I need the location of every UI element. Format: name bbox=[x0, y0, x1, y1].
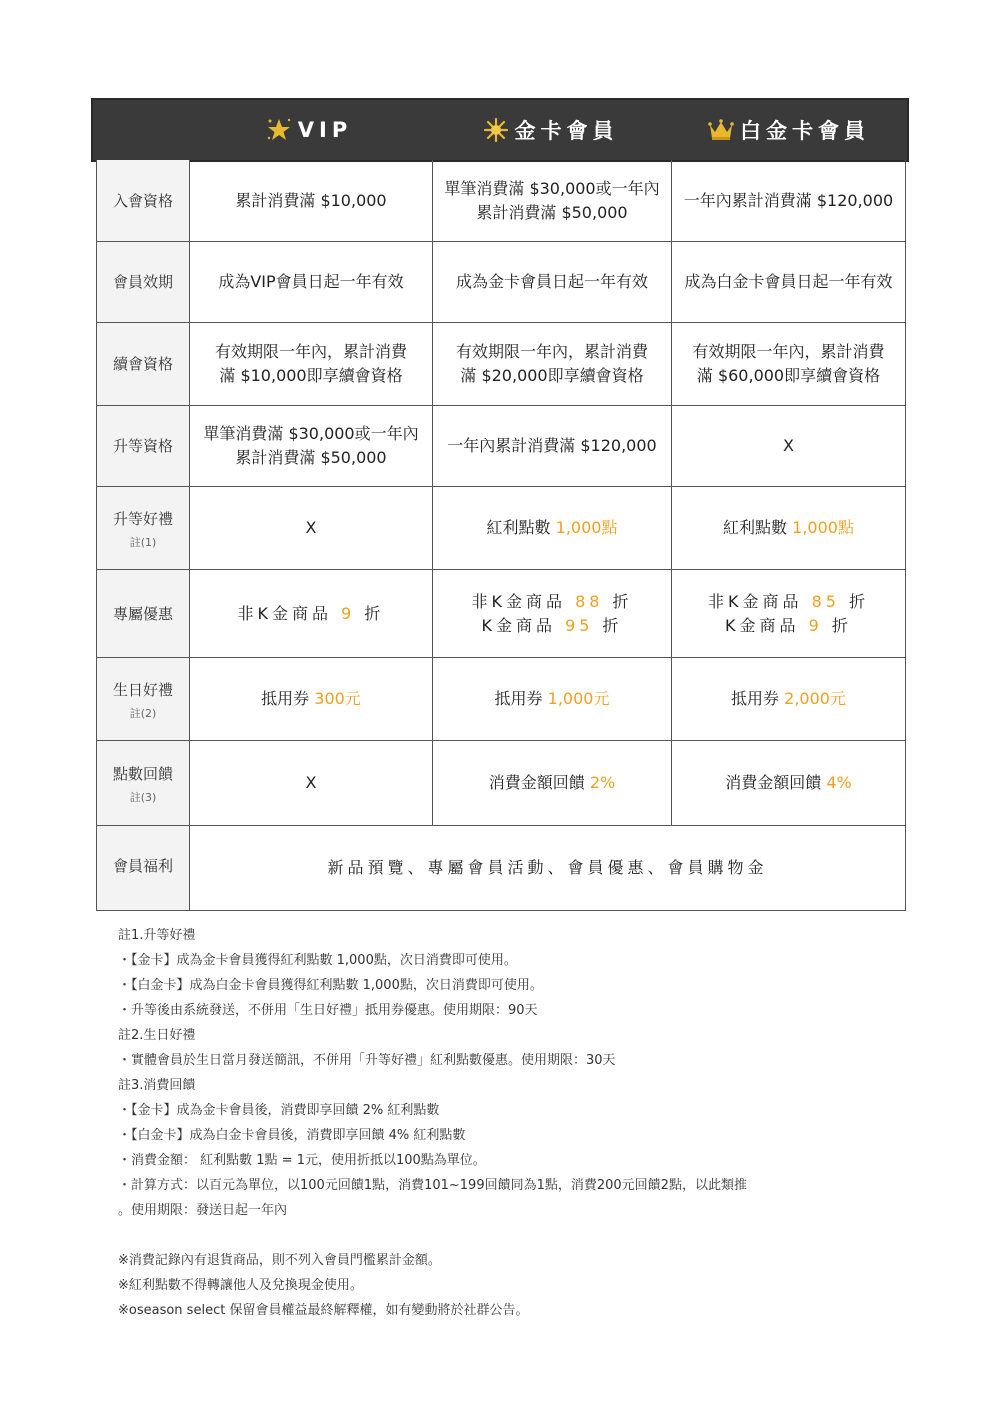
row-label bbox=[96, 323, 189, 405]
cell-vip bbox=[189, 242, 432, 322]
note-reference: 註(3) bbox=[129, 791, 157, 804]
highlight-value: 9 bbox=[341, 603, 356, 623]
cell-text bbox=[708, 590, 869, 614]
cell-text bbox=[481, 614, 622, 638]
highlight-value: 2% bbox=[589, 773, 616, 792]
table-row-join bbox=[96, 160, 906, 242]
cell-text bbox=[306, 516, 317, 540]
cell-text: 一年內累計消費滿 $120,000 bbox=[447, 436, 657, 455]
tier-header-gold bbox=[430, 100, 671, 160]
note-line: ・【金卡】成為金卡會員後，消費即享回饋 2% 紅利點數 bbox=[118, 1103, 440, 1118]
cell-platinum bbox=[671, 323, 906, 405]
cell-gold bbox=[432, 242, 671, 322]
crown-icon bbox=[708, 118, 734, 142]
cell-text bbox=[731, 687, 846, 711]
table-row-birthday-gift bbox=[96, 658, 906, 741]
cell-text bbox=[723, 516, 854, 540]
tier-label-gold: 金卡會員 bbox=[514, 119, 619, 143]
note-line: ・【白金卡】成為白金卡會員後，消費即享回饋 4% 紅利點數 bbox=[118, 1128, 466, 1143]
tier-header-vip bbox=[188, 100, 430, 160]
note-line: ・消費金額： 紅利點數 1點 = 1元，使用折抵以100點為單位。 bbox=[118, 1153, 486, 1168]
cell-vip bbox=[189, 160, 432, 241]
cell-vip bbox=[189, 323, 432, 405]
cell-text-part: 折 bbox=[602, 615, 623, 635]
cell-text bbox=[238, 602, 385, 626]
cell-platinum bbox=[671, 658, 906, 740]
tier-label-vip: VIP bbox=[297, 118, 353, 142]
highlight-value: 1,000元 bbox=[547, 689, 610, 708]
cell-platinum bbox=[671, 741, 906, 825]
note-line: ・升等後由系統發送，不併用「生日好禮」抵用券優惠。使用期限：90天 bbox=[118, 1003, 538, 1018]
cell-text-part: 非K金商品 bbox=[237, 603, 333, 623]
highlight-value: 1,000點 bbox=[792, 518, 854, 537]
cell-text: X bbox=[783, 436, 794, 455]
cell-text-part: 非K金商品 bbox=[471, 591, 566, 611]
cell-text-part: K金商品 bbox=[481, 615, 556, 635]
highlight-value: 88 bbox=[575, 591, 604, 611]
note-line: ※紅利點數不得轉讓他人及兌換現金使用。 bbox=[118, 1278, 363, 1293]
cell-text bbox=[725, 614, 852, 638]
tier-header-bar bbox=[93, 100, 907, 160]
row-label bbox=[96, 487, 189, 569]
star-burst-icon bbox=[266, 117, 292, 143]
cell-text bbox=[495, 687, 610, 711]
highlight-value: 2,000元 bbox=[784, 689, 846, 708]
note-line: 註3.消費回饋 bbox=[118, 1078, 196, 1093]
cell-text: 滿 $10,000即享續會資格 bbox=[219, 366, 403, 385]
cell-gold bbox=[432, 160, 671, 241]
note-line: ※oseason select 保留會員權益最終解釋權，如有變動將於社群公告。 bbox=[118, 1303, 529, 1318]
cell-platinum bbox=[671, 570, 906, 657]
cell-text-part: K金商品 bbox=[725, 615, 800, 635]
row-label bbox=[96, 658, 189, 740]
table-row-renewal bbox=[96, 323, 906, 406]
highlight-value: 300元 bbox=[314, 689, 361, 708]
cell-text: 成為VIP會員日起一年有效 bbox=[218, 272, 404, 291]
row-label bbox=[96, 570, 189, 657]
note-line: 註2.生日好禮 bbox=[118, 1028, 196, 1043]
cell-text-part: X bbox=[305, 773, 317, 792]
cell-text-part: 非K金商品 bbox=[707, 591, 803, 611]
cell-text: 有效期限一年內，累計消費 bbox=[455, 342, 648, 361]
row-label-text: 升等資格 bbox=[112, 437, 173, 455]
row-label-text: 續會資格 bbox=[112, 355, 173, 373]
cell-text: 一年內累計消費滿 $120,000 bbox=[683, 190, 894, 210]
tier-header-platinum bbox=[671, 100, 907, 160]
row-label-text: 生日好禮 bbox=[112, 681, 173, 699]
cell-benefits-span bbox=[189, 826, 906, 910]
cell-text: 有效期限一年內，累計消費 bbox=[692, 342, 885, 361]
row-label-text: 會員效期 bbox=[112, 273, 173, 291]
cell-text-part: 抵用券 bbox=[731, 689, 785, 708]
cell-text: 有效期限一年內，累計消費 bbox=[214, 342, 407, 361]
cell-gold bbox=[432, 741, 671, 825]
cell-text: 滿 $20,000即享續會資格 bbox=[460, 366, 644, 385]
highlight-value: 4% bbox=[826, 773, 852, 792]
row-label bbox=[96, 160, 189, 241]
note-reference: 註(2) bbox=[129, 707, 157, 720]
highlight-value: 9 bbox=[808, 615, 823, 635]
cell-text: 累計消費滿 $50,000 bbox=[476, 202, 628, 222]
cell-text-part: 折 bbox=[849, 591, 870, 611]
row-label bbox=[96, 242, 189, 322]
cell-platinum bbox=[671, 242, 906, 322]
cell-gold bbox=[432, 570, 671, 657]
note-line: 註1.升等好禮 bbox=[118, 928, 196, 943]
row-label-text: 會員福利 bbox=[112, 857, 173, 875]
cell-text: 單筆消費滿 $30,000或一年內 bbox=[203, 424, 419, 443]
cell-gold bbox=[432, 406, 671, 486]
cell-text: 滿 $60,000即享續會資格 bbox=[696, 366, 881, 385]
cell-text-part: 折 bbox=[831, 615, 852, 635]
table-row-discount bbox=[96, 570, 906, 658]
highlight-value: 85 bbox=[811, 591, 840, 611]
cell-platinum bbox=[671, 406, 906, 486]
cell-text-part: X bbox=[305, 518, 317, 537]
cell-text: 單筆消費滿 $30,000或一年內 bbox=[444, 178, 660, 198]
table-row-points-rebate bbox=[96, 741, 906, 826]
cell-text bbox=[489, 771, 615, 795]
row-label-text: 點數回饋 bbox=[112, 765, 173, 783]
table-row-upgrade-gift bbox=[96, 487, 906, 570]
cell-text bbox=[725, 771, 851, 795]
cell-text bbox=[261, 687, 361, 711]
tier-label-platinum: 白金卡會員 bbox=[740, 119, 870, 143]
row-label bbox=[96, 826, 189, 910]
cell-text bbox=[487, 516, 618, 540]
note-line: ・【白金卡】成為白金卡會員獲得紅利點數 1,000點，次日消費即可使用。 bbox=[118, 978, 543, 993]
cell-vip bbox=[189, 741, 432, 825]
cell-text: 新品預覽、專屬會員活動、會員優惠、會員購物金 bbox=[327, 858, 768, 877]
cell-vip bbox=[189, 487, 432, 569]
note-line: ・實體會員於生日當月發送簡訊，不併用「升等好禮」紅利點數優惠。使用期限：30天 bbox=[118, 1053, 616, 1068]
note-reference: 註(1) bbox=[129, 536, 157, 549]
cell-text: 累計消費滿 $50,000 bbox=[235, 448, 387, 467]
cell-text: 成為金卡會員日起一年有效 bbox=[455, 272, 648, 291]
cell-vip bbox=[189, 570, 432, 657]
cell-gold bbox=[432, 487, 671, 569]
cell-vip bbox=[189, 658, 432, 740]
table-row-validity bbox=[96, 242, 906, 323]
cell-gold bbox=[432, 658, 671, 740]
cell-text-part: 抵用券 bbox=[494, 689, 548, 708]
cell-text-part: 折 bbox=[364, 603, 385, 623]
note-line bbox=[118, 1227, 878, 1252]
cell-gold bbox=[432, 323, 671, 405]
cell-text: 成為白金卡會員日起一年有效 bbox=[684, 272, 893, 291]
cell-text-part: 折 bbox=[612, 591, 633, 611]
cell-text-part: 消費金額回饋 bbox=[725, 773, 827, 792]
row-label-text: 專屬優惠 bbox=[112, 604, 173, 623]
cell-text bbox=[471, 590, 632, 614]
row-label-text: 升等好禮 bbox=[112, 510, 173, 528]
cell-platinum bbox=[671, 487, 906, 569]
note-line: ※消費記錄內有退貨商品，則不列入會員門檻累計金額。 bbox=[118, 1253, 441, 1268]
row-label-text: 入會資格 bbox=[112, 191, 173, 210]
highlight-value: 95 bbox=[565, 615, 594, 635]
note-line: ・【金卡】成為金卡會員獲得紅利點數 1,000點，次日消費即可使用。 bbox=[118, 953, 517, 968]
cell-text: 累計消費滿 $10,000 bbox=[235, 190, 387, 210]
cell-text bbox=[306, 771, 317, 795]
table-row-upgrade bbox=[96, 406, 906, 487]
cell-text-part: 紅利點數 bbox=[723, 518, 793, 537]
gold-sparkle-icon bbox=[483, 117, 509, 143]
cell-text-part: 消費金額回饋 bbox=[488, 773, 590, 792]
highlight-value: 1,000點 bbox=[555, 518, 618, 537]
table-row-benefits bbox=[96, 826, 906, 911]
cell-platinum bbox=[671, 160, 906, 241]
row-label bbox=[96, 406, 189, 486]
footnotes bbox=[118, 927, 878, 1327]
note-line: 。使用期限：發送日起一年內 bbox=[118, 1203, 288, 1218]
cell-text-part: 紅利點數 bbox=[486, 518, 556, 537]
row-label bbox=[96, 741, 189, 825]
cell-text-part: 抵用券 bbox=[261, 689, 315, 708]
note-line: ・計算方式：以百元為單位，以100元回饋1點，消費101~199回饋同為1點，消費200元回饋2點，以此類推 bbox=[118, 1178, 747, 1193]
cell-vip bbox=[189, 406, 432, 486]
